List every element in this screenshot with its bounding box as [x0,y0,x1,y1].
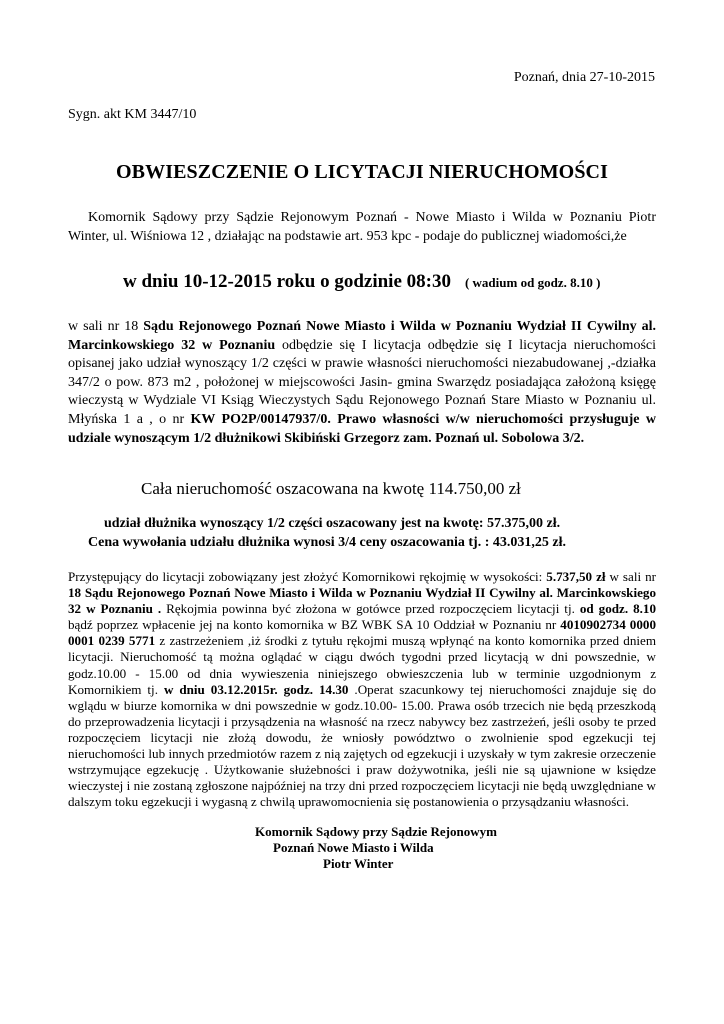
document-date: Poznań, dnia 27-10-2015 [513,70,655,85]
deposit-amount: 5.737,50 zł [546,569,606,584]
deposit-time: od godz. 8.10 [579,601,657,617]
case-reference: Sygn. akt KM 3447/10 [68,107,197,122]
bank-account-number: 4010902734 0000 0001 0239 5771 [68,617,656,649]
details-room: w sali nr 18 [68,319,144,334]
starting-price: Cena wywołania udziału dłużnika wynosi 3/4 ceny oszacowania tj. : 43.031,25 zł. [88,535,566,550]
viewing-date: w dniu 03.12.2015r. godz. 14.30 [163,681,349,697]
conditions-text-2: w sali nr [605,569,656,584]
conditions-court: 18 Sądu Rejonowego Poznań Nowe Miasto i Wilda w Poznaniu Wydział II Cywilny al. Marcinkowskiego 32 w Poznaniu . [68,585,656,617]
details-kw-period: . [327,411,331,427]
conditions-paragraph [68,569,656,810]
conditions-text-6: .Operat szacunkowy tej nieruchomości znajduje się do wglądu w biurze komornika w dni powszednie w godz.10.00- 15.00. Prawa osób trzecich nie będą przeszkodą do przeprowadzenia licytacji i przysądzenia na własność na rzecz nabywcy bez zastrzeżeń, jeśli osoby te przed rozpoczęciem licytacji nie złożą dowodu, że wniosły powództwo o zwolnienie spod egzekucji tej nieruchomości lub innych przedmiotów razem z nią zajętych od egzekucji i uzyskały w tym zakresie orzeczenie wstrzymujące egzekucję . Użytkowanie służebności i praw dożywotnika, jeśli nie są ujawnione w księdze wieczystej i nie zostaną zgłoszone najpóźniej na trzy dni przed rozpoczęciem licytacji nie będą uwzględniane w dalszym toku egzekucji i wygasną z chwilą uprawomocnienia się postanowienia o przysądzaniu własności. [68,681,656,810]
intro-paragraph: Komornik Sądowy przy Sądzie Rejonowym Poznań - Nowe Miasto i Wilda w Poznaniu Piotr Winter, ul. Wiśniowa 12 , działając na podstawie art. 953 kpc - podaje do publicznej wiadomości,że [68,210,656,244]
property-details-paragraph [68,318,656,448]
signature-line-2: Poznań Nowe Miasto i Wilda [273,840,434,855]
details-court: Sądu Rejonowego Poznań Nowe Miasto i Wilda w Poznaniu Wydział II Cywilny al. Marcinkowskiego 32 w Poznaniu [68,319,656,353]
debtor-share-valuation: udział dłużnika wynoszący 1/2 części oszacowany jest na kwotę: 57.375,00 zł. [104,516,561,531]
auction-datetime: w dniu 10-12-2015 roku o godzinie 08:30 [123,271,451,292]
conditions-text-4: bądź poprzez wpłacenie jej na konto komornika w BZ WBK SA 10 Oddział w Poznaniu nr [68,617,561,633]
deposit-note: ( wadium od godz. 8.10 ) [464,275,601,290]
conditions-text-3: Rękojmia powinna być złożona w gotówce przed rozpoczęciem licytacji tj. [161,601,580,617]
details-land-register-number: KW PO2P/00147937/0 [190,411,328,427]
signature-line-1: Komornik Sądowy przy Sądzie Rejonowym [255,824,497,839]
signature-name: Piotr Winter [323,856,394,871]
conditions-text-1: Przystępujący do licytacji zobowiązany jest złożyć Komornikowi rękojmię w wysokości: [68,569,547,584]
details-property-description: odbędzie się I licytacja odbędzie się I licytacja nieruchomości opisanej jako udział wynoszący 1/2 części w prawie własności nieruchomości niezabudowanej ,-działka 347/2 o pow. 873 m2 , położonej w miejscowości Jasin- gmina Swarzędz posiadająca założoną księgę wieczystą w Wydziale VI Ksiąg Wieczystych Sądu Rejonowego Poznań Stare Miasto w Poznaniu ul. Młyńska 1 a , o nr [68,337,656,427]
total-valuation: Cała nieruchomość oszacowana na kwotę 114.750,00 zł [141,479,521,498]
page-title: OBWIESZCZENIE O LICYTACJI NIERUCHOMOŚCI [116,161,608,183]
auction-date-line [123,271,600,293]
conditions-text-5: z zastrzeżeniem ,iż środki z tytułu rękojmi muszą wpłynąć na konto komornika przed dniem licytacji. Nieruchomość tą można oglądać w ciągu dwóch tygodni przed licytacją w dni powszednie, w godz.10.00 - 15.00 od dnia wywieszenia niniejszego obwieszczenia lub w terminie uzgodnionym z Komornikiem tj. [68,633,656,697]
details-owner: Prawo własności w/w nieruchomości przysługuje w udziale wynoszącym 1/2 dłużnikowi Skibiński Grzegorz zam. Poznań ul. Sobolowa 3/2. [68,411,656,446]
